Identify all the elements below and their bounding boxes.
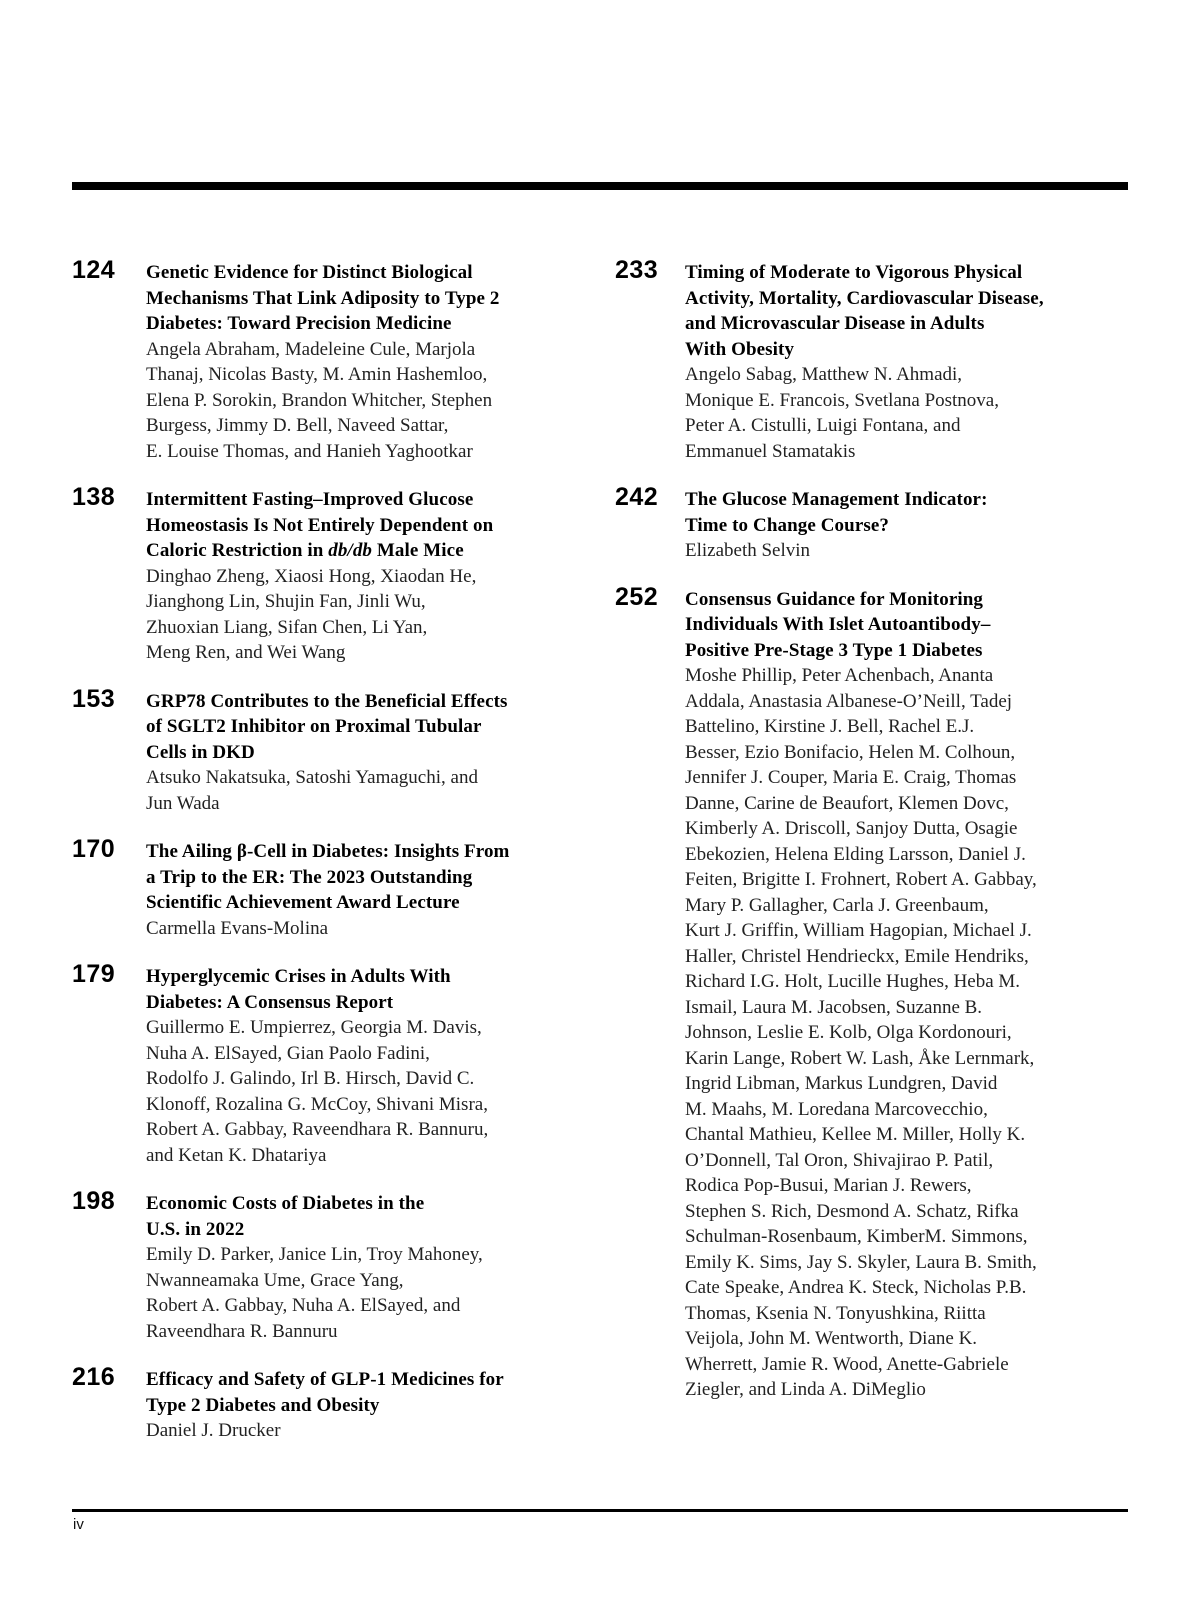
entry-page-number: 242 — [615, 483, 659, 511]
article-authors-line: Rodolfo J. Galindo, Irl B. Hirsch, David C. — [146, 1068, 475, 1089]
article-authors-line: Stephen S. Rich, Desmond A. Schatz, Rifka — [685, 1200, 1019, 1222]
article-authors-line: Emmanuel Stamatakis — [685, 440, 856, 462]
article-authors-line: Monique E. Francois, Svetlana Postnova, — [685, 389, 999, 411]
top-rule — [72, 182, 1128, 190]
article-title-line: Scientific Achievement Award Lecture — [146, 892, 460, 913]
article-authors-line: M. Maahs, M. Loredana Marcovecchio, — [685, 1098, 988, 1120]
entry-body — [685, 487, 1160, 564]
article-title-line: and Microvascular Disease in Adults — [685, 313, 985, 334]
article-authors-line: Guillermo E. Umpierrez, Georgia M. Davis, — [146, 1017, 482, 1038]
entry-body — [146, 487, 588, 666]
toc-entry — [615, 256, 1160, 464]
article-title-line: Homeostasis Is Not Entirely Dependent on — [146, 514, 494, 536]
article-authors-line: Johnson, Leslie E. Kolb, Olga Kordonouri, — [685, 1022, 1012, 1043]
entry-page-number: 198 — [72, 1187, 116, 1215]
article-authors-line: Emily K. Sims, Jay S. Skyler, Laura B. Smith, — [685, 1251, 1037, 1273]
article-title-line: With Obesity — [685, 338, 795, 360]
entry-body — [146, 689, 588, 817]
article-authors-line: Burgess, Jimmy D. Bell, Naveed Sattar, — [146, 415, 449, 436]
toc-entry — [72, 1187, 588, 1344]
article-title-line: Time to Change Course? — [685, 514, 889, 536]
article-authors-line: Chantal Mathieu, Kellee M. Miller, Holly K. — [685, 1124, 1026, 1145]
article-title-line: of SGLT2 Inhibitor on Proximal Tubular — [146, 716, 482, 737]
entry-body — [146, 1191, 588, 1344]
article-authors-line: Jennifer J. Couper, Maria E. Craig, Thomas — [685, 767, 1017, 788]
toc-entry — [615, 483, 1160, 564]
article-authors-line: Haller, Christel Hendrieckx, Emile Hendriks, — [685, 945, 1029, 967]
article-authors-line: Kimberly A. Driscoll, Sanjoy Dutta, Osagie — [685, 818, 1018, 839]
article-authors-line: Emily D. Parker, Janice Lin, Troy Mahoney, — [146, 1244, 483, 1265]
footer-page-number: iv — [73, 1516, 84, 1533]
article-authors-line: Rodica Pop-Busui, Marian J. Rewers, — [685, 1175, 972, 1196]
toc-entry — [72, 960, 588, 1168]
article-authors-line: O’Donnell, Tal Oron, Shivajirao P. Patil, — [685, 1149, 994, 1171]
entry-body — [685, 587, 1160, 1403]
entry-body — [146, 260, 588, 464]
entry-page-number: 252 — [615, 582, 659, 611]
article-title-line: Type 2 Diabetes and Obesity — [146, 1394, 380, 1416]
article-authors-line: Richard I.G. Holt, Lucille Hughes, Heba M. — [685, 971, 1021, 992]
entry-page-number: 233 — [615, 256, 659, 284]
article-authors-line: Ebekozien, Helena Elding Larsson, Daniel J. — [685, 843, 1026, 865]
article-authors-line: Meng Ren, and Wei Wang — [146, 642, 346, 663]
article-authors-line: Ismail, Laura M. Jacobsen, Suzanne B. — [685, 996, 983, 1018]
article-authors-line: Danne, Carine de Beaufort, Klemen Dovc, — [685, 792, 1009, 814]
article-title-line: Activity, Mortality, Cardiovascular Disease, — [685, 287, 1044, 309]
article-title-line: Hyperglycemic Crises in Adults With — [146, 966, 451, 987]
article-title-line: Caloric Restriction in db/db Male Mice — [146, 540, 464, 561]
article-authors-line: Ingrid Libman, Markus Lundgren, David — [685, 1073, 998, 1094]
article-title-line: Timing of Moderate to Vigorous Physical — [685, 262, 1023, 283]
italic-title-fragment: db/db — [328, 540, 373, 561]
article-title-line: a Trip to the ER: The 2023 Outstanding — [146, 866, 473, 888]
entry-body — [685, 260, 1160, 464]
article-authors-line: Angelo Sabag, Matthew N. Ahmadi, — [685, 364, 963, 385]
article-title-line: Consensus Guidance for Monitoring — [685, 588, 984, 610]
entry-page-number: 124 — [72, 256, 116, 284]
article-authors-line: Jun Wada — [146, 792, 220, 814]
article-authors-line: Veijola, John M. Wentworth, Diane K. — [685, 1328, 978, 1349]
article-authors-line: Klonoff, Rozalina G. McCoy, Shivani Misra, — [146, 1093, 488, 1115]
article-title-line: Diabetes: A Consensus Report — [146, 991, 394, 1013]
article-authors-line: Elena P. Sorokin, Brandon Whitcher, Stephen — [146, 389, 493, 411]
article-authors-line: Thomas, Ksenia N. Tonyushkina, Riitta — [685, 1302, 986, 1324]
article-title-line: GRP78 Contributes to the Beneficial Effects — [146, 690, 508, 712]
article-authors-line: Atsuko Nakatsuka, Satoshi Yamaguchi, and — [146, 767, 478, 788]
toc-column-left — [72, 256, 588, 1467]
article-authors-line: Thanaj, Nicolas Basty, M. Amin Hashemloo, — [146, 364, 488, 385]
article-authors-line: Jianghong Lin, Shujin Fan, Jinli Wu, — [146, 591, 426, 612]
article-title-line: Intermittent Fasting–Improved Glucose — [146, 489, 474, 510]
entry-page-number: 170 — [72, 835, 116, 863]
article-authors-line: Ziegler, and Linda A. DiMeglio — [685, 1379, 926, 1400]
article-authors-line: Robert A. Gabbay, Raveendhara R. Bannuru, — [146, 1119, 489, 1140]
article-title-line: The Glucose Management Indicator: — [685, 489, 988, 510]
article-authors-line: Besser, Ezio Bonifacio, Helen M. Colhoun, — [685, 741, 1016, 763]
article-authors-line: Wherrett, Jamie R. Wood, Anette-Gabriele — [685, 1353, 1009, 1375]
article-title-line: Genetic Evidence for Distinct Biological — [146, 262, 473, 283]
article-title-line: Cells in DKD — [146, 741, 255, 763]
entry-page-number: 179 — [72, 960, 116, 988]
article-title-line: The Ailing β-Cell in Diabetes: Insights From — [146, 841, 510, 862]
article-authors-line: E. Louise Thomas, and Hanieh Yaghootkar — [146, 440, 473, 462]
article-authors-line: Karin Lange, Robert W. Lash, Åke Lernmark, — [685, 1047, 1035, 1069]
toc-column-right — [615, 256, 1160, 1426]
article-authors-line: Nuha A. ElSayed, Gian Paolo Fadini, — [146, 1042, 430, 1064]
entry-body — [146, 1367, 588, 1444]
article-authors-line: Angela Abraham, Madeleine Cule, Marjola — [146, 338, 476, 360]
article-authors-line: Zhuoxian Liang, Sifan Chen, Li Yan, — [146, 616, 428, 638]
article-authors-line: Elizabeth Selvin — [685, 540, 811, 561]
article-authors-line: Robert A. Gabbay, Nuha A. ElSayed, and — [146, 1295, 461, 1316]
footer-rule — [72, 1509, 1128, 1512]
entry-page-number: 216 — [72, 1363, 116, 1391]
entry-body — [146, 964, 588, 1168]
article-authors-line: Addala, Anastasia Albanese-O’Neill, Tadej — [685, 690, 1013, 712]
article-authors-line: Dinghao Zheng, Xiaosi Hong, Xiaodan He, — [146, 565, 477, 587]
toc-entry — [72, 1363, 588, 1444]
entry-page-number: 153 — [72, 684, 116, 713]
entry-body — [146, 839, 588, 941]
article-authors-line: Cate Speake, Andrea K. Steck, Nicholas P.B. — [685, 1277, 1027, 1298]
article-authors-line: Daniel J. Drucker — [146, 1420, 281, 1441]
article-authors-line: and Ketan K. Dhatariya — [146, 1144, 327, 1166]
article-authors-line: Nwanneamaka Ume, Grace Yang, — [146, 1269, 404, 1291]
article-authors-line: Carmella Evans-Molina — [146, 917, 329, 939]
article-authors-line: Battelino, Kirstine J. Bell, Rachel E.J. — [685, 716, 975, 737]
article-title-line: Mechanisms That Link Adiposity to Type 2 — [146, 287, 500, 309]
article-authors-line: Mary P. Gallagher, Carla J. Greenbaum, — [685, 894, 989, 916]
toc-entry — [72, 256, 588, 464]
article-authors-line: Raveendhara R. Bannuru — [146, 1320, 338, 1342]
article-authors-line: Feiten, Brigitte I. Frohnert, Robert A. Gabbay, — [685, 869, 1037, 890]
toc-entry — [72, 835, 588, 941]
article-authors-line: Moshe Phillip, Peter Achenbach, Ananta — [685, 665, 994, 686]
article-title-line: Diabetes: Toward Precision Medicine — [146, 313, 452, 334]
article-title-line: Economic Costs of Diabetes in the — [146, 1193, 425, 1214]
article-authors-line: Schulman-Rosenbaum, KimberM. Simmons, — [685, 1226, 1028, 1247]
toc-entry — [72, 684, 588, 817]
article-authors-line: Kurt J. Griffin, William Hagopian, Michael J. — [685, 920, 1032, 941]
article-title-line: Individuals With Islet Autoantibody– — [685, 614, 991, 635]
entry-page-number: 138 — [72, 483, 116, 511]
article-title-line: U.S. in 2022 — [146, 1218, 245, 1240]
toc-entry — [615, 582, 1160, 1403]
article-title-line: Efficacy and Safety of GLP-1 Medicines for — [146, 1369, 504, 1390]
toc-entry — [72, 483, 588, 666]
article-authors-line: Peter A. Cistulli, Luigi Fontana, and — [685, 415, 961, 436]
article-title-line: Positive Pre-Stage 3 Type 1 Diabetes — [685, 639, 983, 661]
